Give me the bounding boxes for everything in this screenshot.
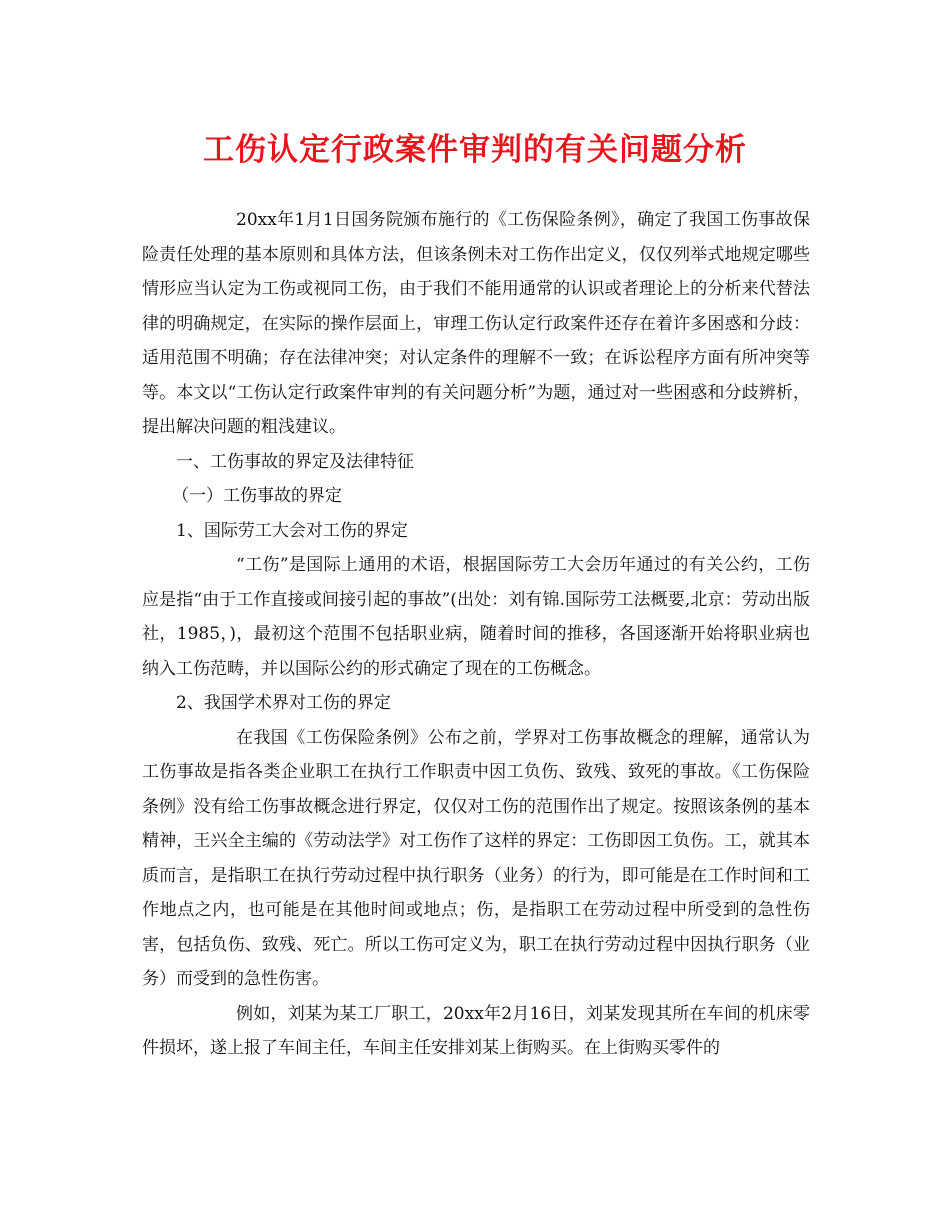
item-heading-1: 1、国际劳工大会对工伤的界定 <box>176 520 408 541</box>
document-title: 工伤认定行政案件审判的有关问题分析 <box>203 132 747 168</box>
item-heading-2: 2、我国学术界对工伤的界定 <box>176 693 391 713</box>
document-body <box>142 203 810 1066</box>
paragraph-international-definition: “工伤”是国际上通用的术语，根据国际劳工大会历年通过的有关公约，工伤应是指“由于工作直接或间接引起的事故”(出处：刘有锦.国际劳工法概要,北京：劳动出版社，1985，)，最初这个范围不包括职业病，随着时间的推移，各国逐渐开始将职业病也纳入工伤范畴，并以国际公约的形式确定了现在的工伤概念。 <box>142 555 810 679</box>
paragraph-domestic-definition: 在我国《工伤保险条例》公布之前，学界对工伤事故概念的理解，通常认为工伤事故是指各类企业职工在执行工作职责中因工负伤、致残、致死的事故。《工伤保险条例》没有给工伤事故概念进行界定，仅仅对工伤的范围作出了规定。按照该条例的基本精神，王兴全主编的《劳动法学》对工伤作了这样的界定：工伤即因工负伤。工，就其本质而言，是指职工在执行劳动过程中执行职务（业务）的行为，即可能是在工作时间和工作地点之内，也可能是在其他时间或地点；伤，是指职工在劳动过程中所受到的急性伤害，包括负伤、致残、死亡。所以工伤可定义为，职工在执行劳动过程中因执行职务（业务）而受到的急性伤害。 <box>142 727 810 989</box>
paragraph-intro: 20xx年1月1日国务院颁布施行的《工伤保险条例》，确定了我国工伤事故保险责任处理的基本原则和具体方法，但该条例未对工伤作出定义，仅仅列举式地规定哪些情形应当认定为工伤或视同工伤，由于我们不能用通常的认识或者理论上的分析来代替法律的明确规定，在实际的操作层面上，审理工伤认定行政案件还存在着许多困惑和分歧：适用范围不明确；存在法律冲突；对认定条件的理解不一致；在诉讼程序方面有所冲突等等。本文以“工伤认定行政案件审判的有关问题分析”为题，通过对一些困惑和分歧辨析，提出解决问题的粗浅建议。 <box>142 210 810 437</box>
section-heading-1: 一、工伤事故的界定及法律特征 <box>176 451 414 472</box>
subsection-heading-1: （一）工伤事故的界定 <box>172 486 342 506</box>
paragraph-example: 例如，刘某为某工厂职工，20xx年2月16日，刘某发现其所在车间的机床零件损坏，遂上报了车间主任，车间主任安排刘某上街购买。在上街购买零件的 <box>142 1003 810 1058</box>
